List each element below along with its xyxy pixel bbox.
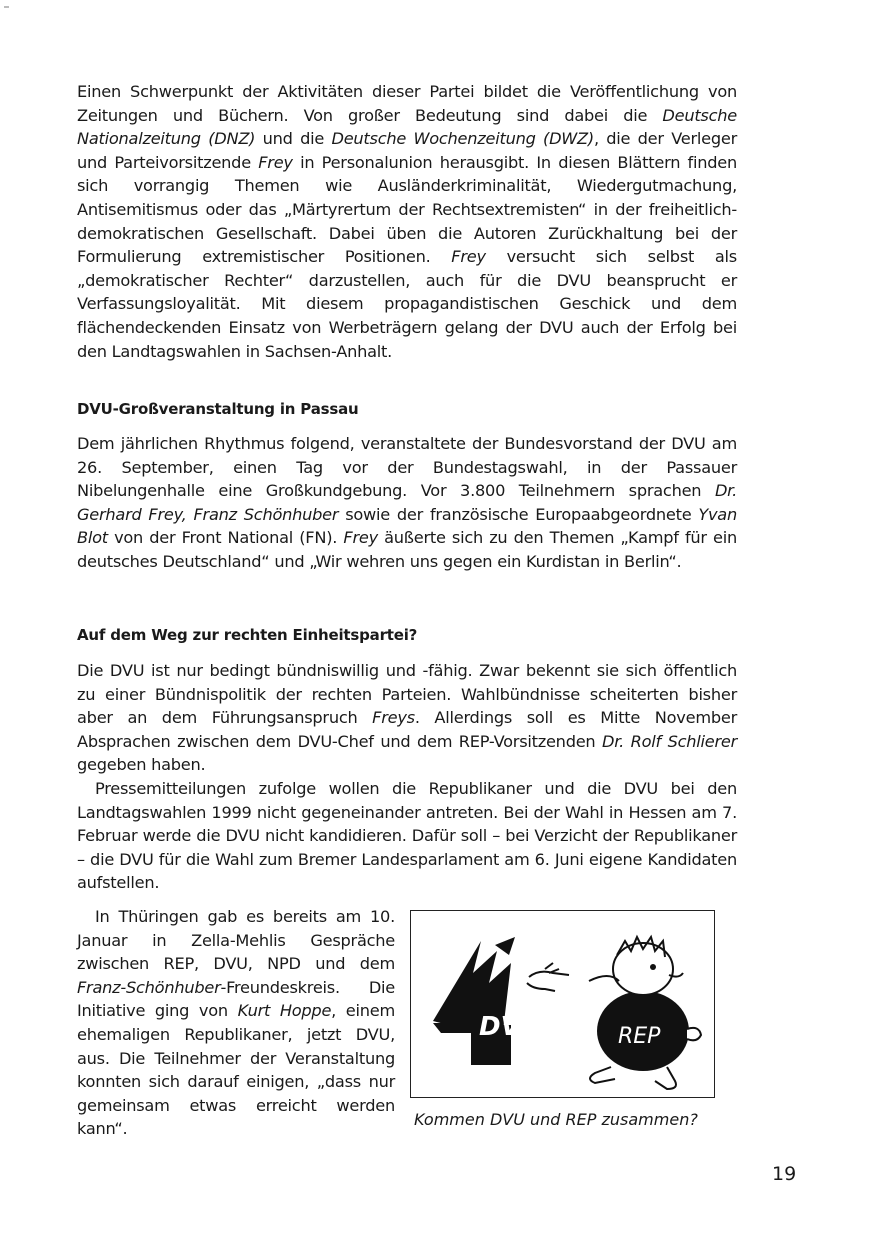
- svg-text:DVU: DVU: [479, 1012, 542, 1042]
- text-run: Yvan Blot: [77, 504, 737, 548]
- text-run: äußerte sich zu den Themen „Kampf für ein deutsches Deutschland“ und „Wir wehren uns gegen ein Kurdistan in Berlin“.: [77, 528, 737, 571]
- cartoon-illustration: [411, 911, 713, 1096]
- paragraph-thueringen: [77, 905, 395, 1141]
- text-run: Franz-Schönhuber: [77, 977, 221, 997]
- section-einheitspartei: [77, 659, 737, 895]
- text-run: Dem jährlichen Rhythmus folgend, veranstaltete der Bundesvorstand der DVU am 26. September, einen Tag vor der Bundestagswahl, in der Passauer Nibelungenhalle eine Großkundgebung. Vor 3.800 Teilnehmern sprachen: [77, 434, 737, 501]
- section-passau: [77, 432, 737, 574]
- text-run: Deutsche Nationalzeitung (DNZ): [77, 105, 737, 149]
- text-run: Frey: [451, 247, 486, 267]
- heading-passau: DVU-Großveranstaltung in Passau: [77, 400, 359, 418]
- text-run: Frey: [343, 528, 378, 548]
- section-thueringen: [77, 905, 395, 1141]
- rep-character: [589, 937, 701, 1089]
- dvu-eagle-logo: [433, 937, 542, 1065]
- text-run: In Thüringen gab es bereits am 10. Januar in Zella-Mehlis Gespräche zwischen REP, DVU, NPD und dem: [77, 907, 395, 974]
- text-run: , die der Verleger und Parteivorsitzende: [77, 129, 737, 172]
- text-run: Pressemitteilungen zufolge wollen die Republikaner und die DVU bei den Landtagswahlen 1999 nicht gegeneinander antreten. Bei der Wahl in Hessen am 7. Februar werde die DVU nicht kandidieren. Dafür soll – bei Verzicht der Republikaner – die DVU für die Wahl zum Bremer Landesparlament am 6. Juni eigene Kandidaten aufstellen.: [77, 778, 737, 893]
- svg-text:REP: REP: [618, 1024, 661, 1049]
- heading-einheitspartei: Auf dem Weg zur rechten Einheitspartei?: [77, 626, 418, 644]
- cartoon-hand: [527, 963, 569, 991]
- text-run: Einen Schwerpunkt der Aktivitäten dieser Partei bildet die Veröffentlichung von Zeitungen und Büchern. Von großer Bedeutung sind dabei die: [77, 82, 737, 125]
- paragraph-pressemitteilungen: [77, 777, 737, 895]
- text-run: Dr. Gerhard Frey, Franz Schönhuber: [77, 481, 737, 524]
- page-number: 19: [772, 1163, 797, 1185]
- text-run: sowie der französische Europaabgeordnete: [338, 504, 699, 524]
- paragraph-passau: [77, 432, 737, 574]
- text-run: gegeben haben.: [77, 755, 206, 775]
- text-run: Die DVU ist nur bedingt bündniswillig und -fähig. Zwar bekennt sie sich öffentlich zu einer Bündnispolitik der rechten Parteien. Wahlbündnisse scheiterten bisher aber an dem Führungsanspruch: [77, 661, 737, 728]
- text-run: Dr. Rolf Schlierer: [602, 731, 737, 751]
- text-run: versucht sich selbst als „demokratischer Rechter“ darzustellen, auch für die DVU beansprucht er Verfassungsloyalität. Mit diesem propagandistischen Geschick und dem flächendeckenden Einsatz von Werbeträgern gelang der DVU auch der Erfolg bei den Landtagswahlen in Sachsen-Anhalt.: [77, 247, 737, 361]
- text-run: Kurt Hoppe: [237, 1001, 332, 1021]
- text-run: von der Front National (FN).: [107, 528, 344, 548]
- text-run: Deutsche Wochenzeitung (DWZ): [331, 129, 594, 149]
- figure-caption: Kommen DVU und REP zusammen?: [414, 1110, 698, 1129]
- paragraph-buendnis: [77, 659, 737, 777]
- paragraph-publications: [77, 80, 737, 363]
- cartoon-figure: [410, 910, 715, 1098]
- text-run: Freys: [372, 708, 415, 728]
- text-run: -Freundeskreis. Die Initiative ging von: [77, 977, 395, 1021]
- section-publications: [77, 80, 737, 363]
- text-run: Frey: [258, 152, 293, 172]
- text-run: in Personalunion herausgibt. In diesen Blättern finden sich vorrangig Themen wie Ausländerkriminalität, Wiedergutmachung, Antisemitismus oder das „Märtyrertum der Rechtsextremisten“ in der freiheitlich-demokratischen Gesellschaft. Dabei üben die Autoren Zurückhaltung bei der Formulierung extremistischer Positionen.: [77, 152, 737, 267]
- text-run: . Allerdings soll es Mitte November Absprachen zwischen dem DVU-Chef und dem REP-Vorsitzenden: [77, 708, 737, 751]
- scan-mark: [4, 6, 9, 8]
- text-run: , einem ehemaligen Republikaner, jetzt DVU, aus. Die Teilnehmer der Veranstaltung konnten sich darauf einigen, „dass nur gemeinsam etwas erreicht werden kann“.: [77, 1001, 395, 1139]
- text-run: und die: [255, 129, 332, 149]
